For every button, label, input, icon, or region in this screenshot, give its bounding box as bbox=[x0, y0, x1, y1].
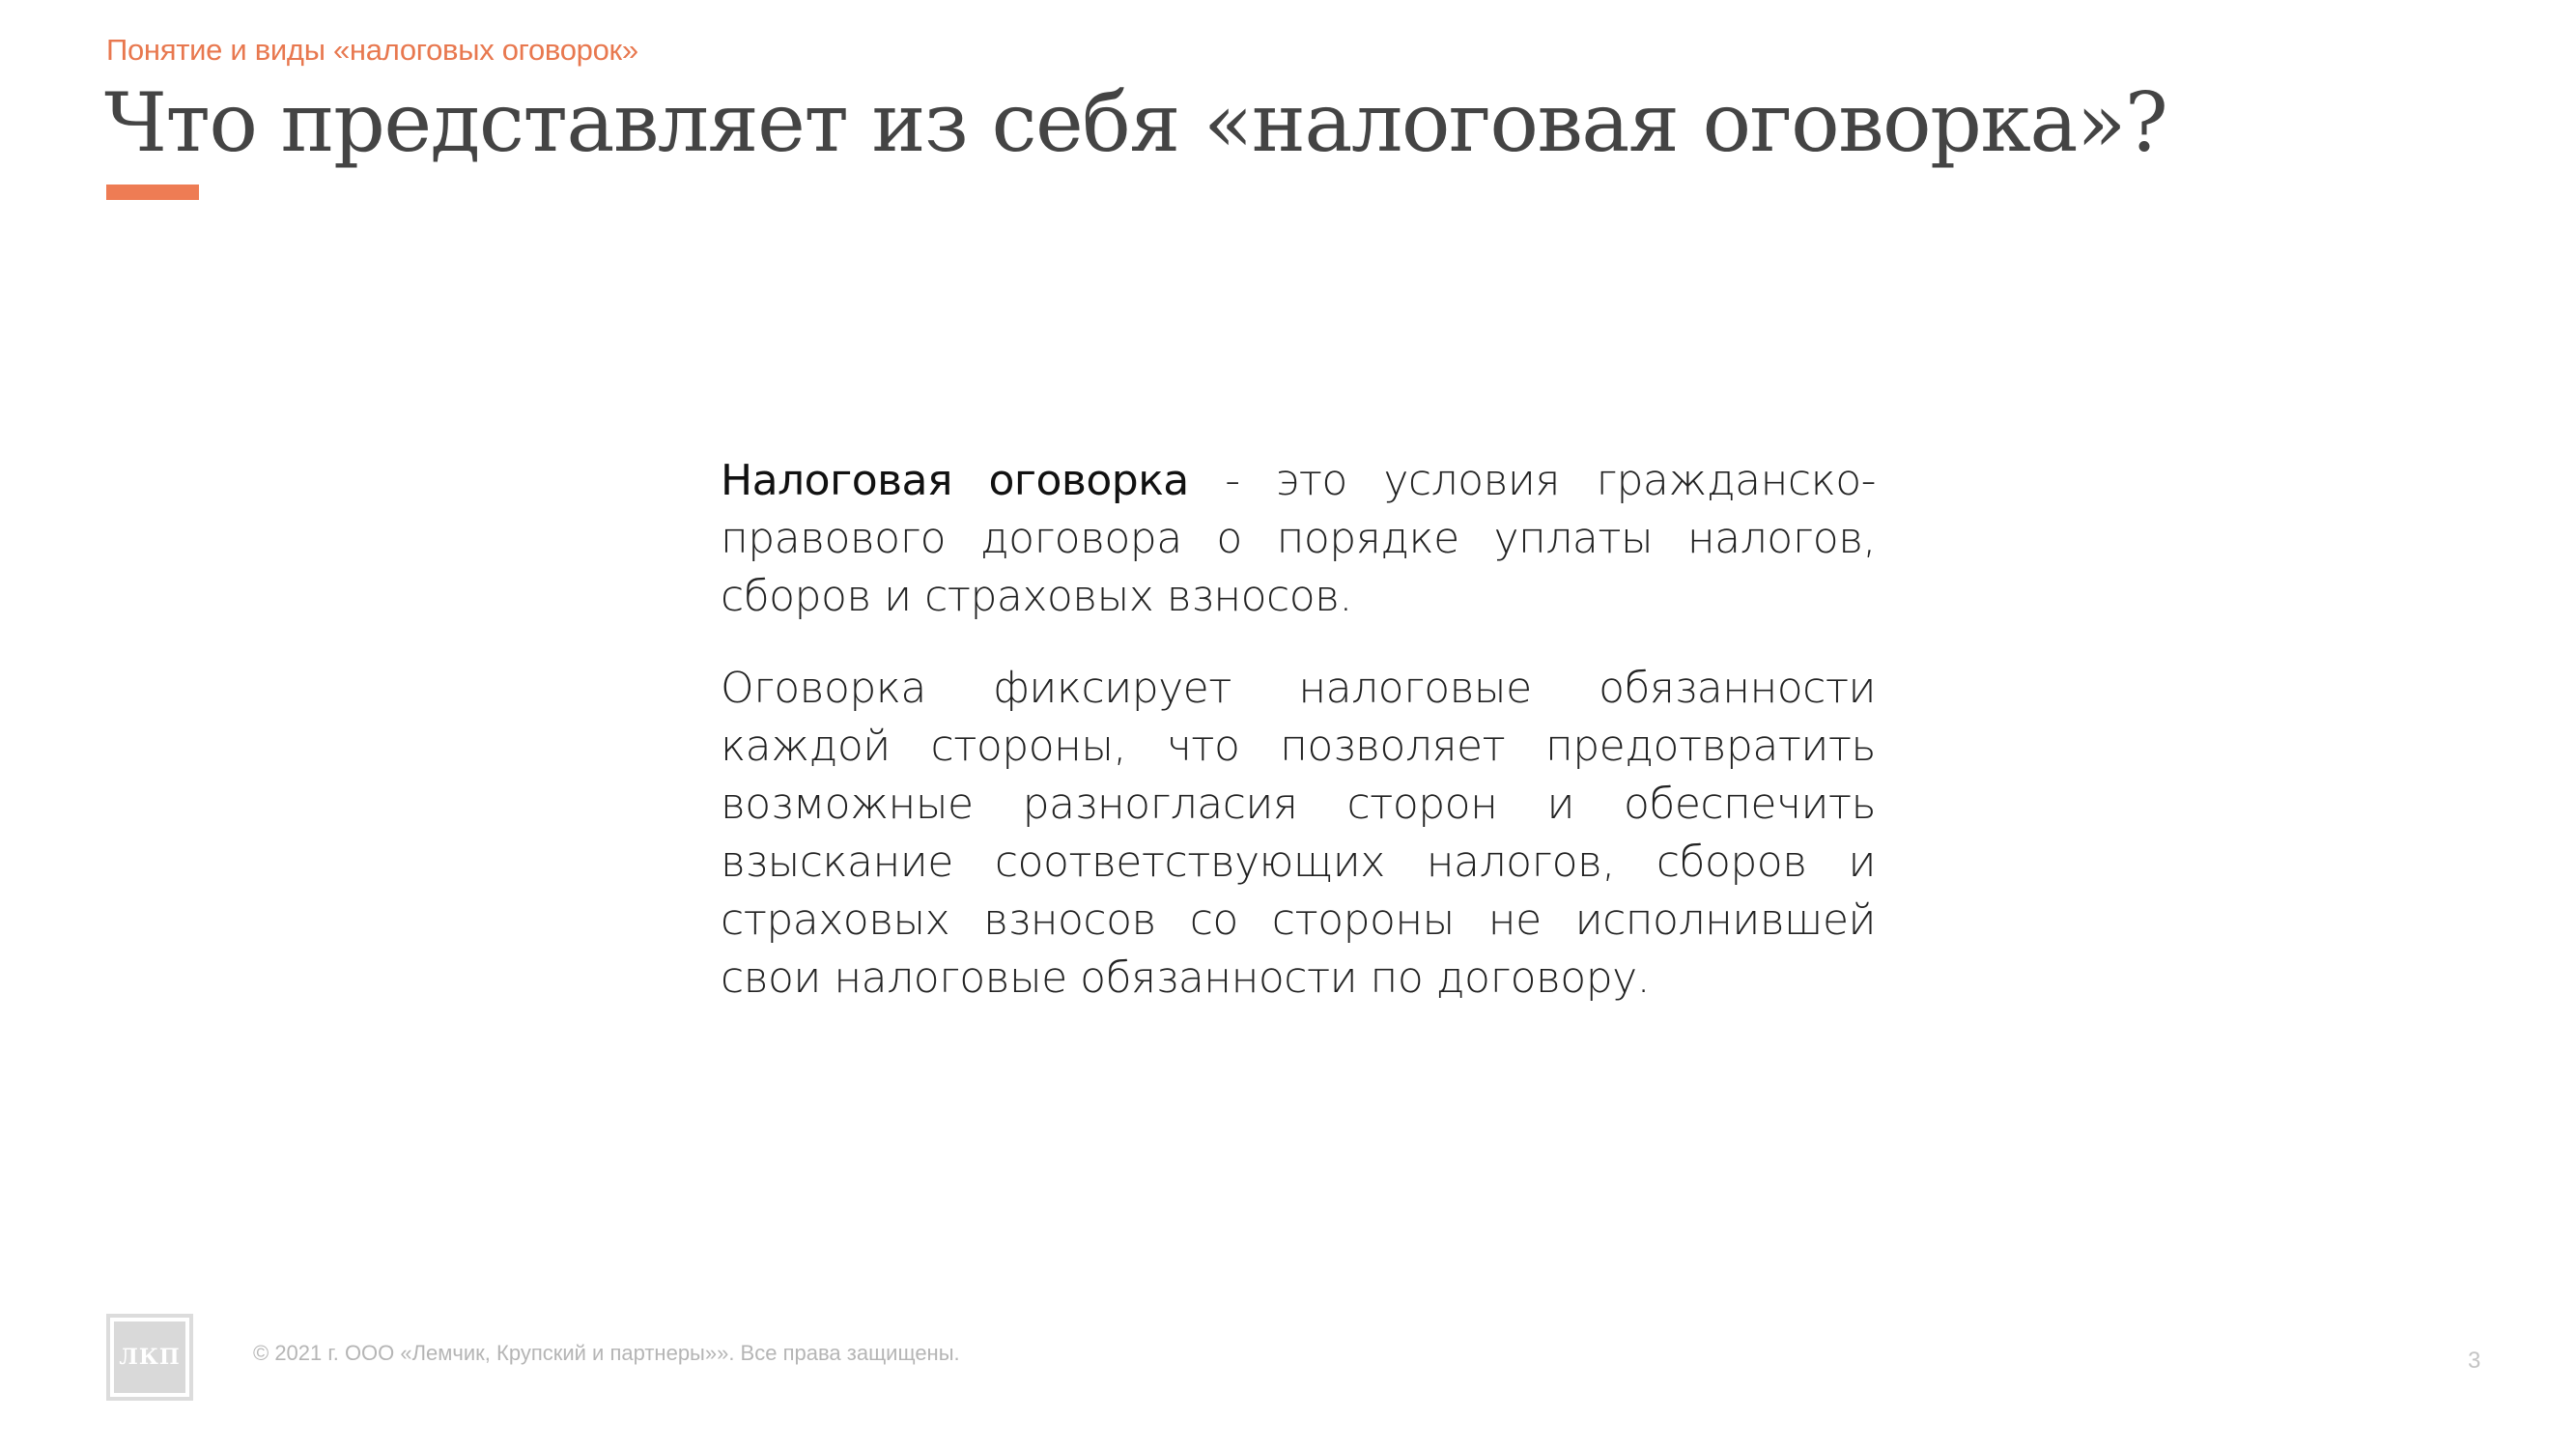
copyright-notice: © 2021 г. ООО «Лемчик, Крупский и партнеры»». Все права защищены. bbox=[253, 1341, 960, 1365]
slide-title: Что представляет из себя «налоговая оговорка»? bbox=[104, 75, 2167, 170]
slide-content bbox=[721, 452, 1876, 1041]
definition-term: Налоговая оговорка bbox=[721, 456, 1189, 505]
page-number: 3 bbox=[2468, 1348, 2481, 1374]
definition-text: - это условия гражданско-правового договора о порядке уплаты налогов, сборов и страховых взносов. bbox=[721, 456, 1876, 621]
title-accent-bar bbox=[106, 185, 199, 200]
company-logo-text: ЛКП bbox=[114, 1321, 185, 1393]
company-logo bbox=[106, 1314, 193, 1401]
definition-paragraph bbox=[721, 452, 1876, 626]
explanation-paragraph: Оговорка фиксирует налоговые обязанности каждой стороны, что позволяет предотвратить возможные разногласия сторон и обеспечить взыскание соответствующих налогов, сборов и страховых взносов со стороны не исполнившей свои налоговые обязанности по договору. bbox=[721, 664, 1876, 1003]
section-label: Понятие и виды «налоговых оговорок» bbox=[106, 33, 638, 67]
